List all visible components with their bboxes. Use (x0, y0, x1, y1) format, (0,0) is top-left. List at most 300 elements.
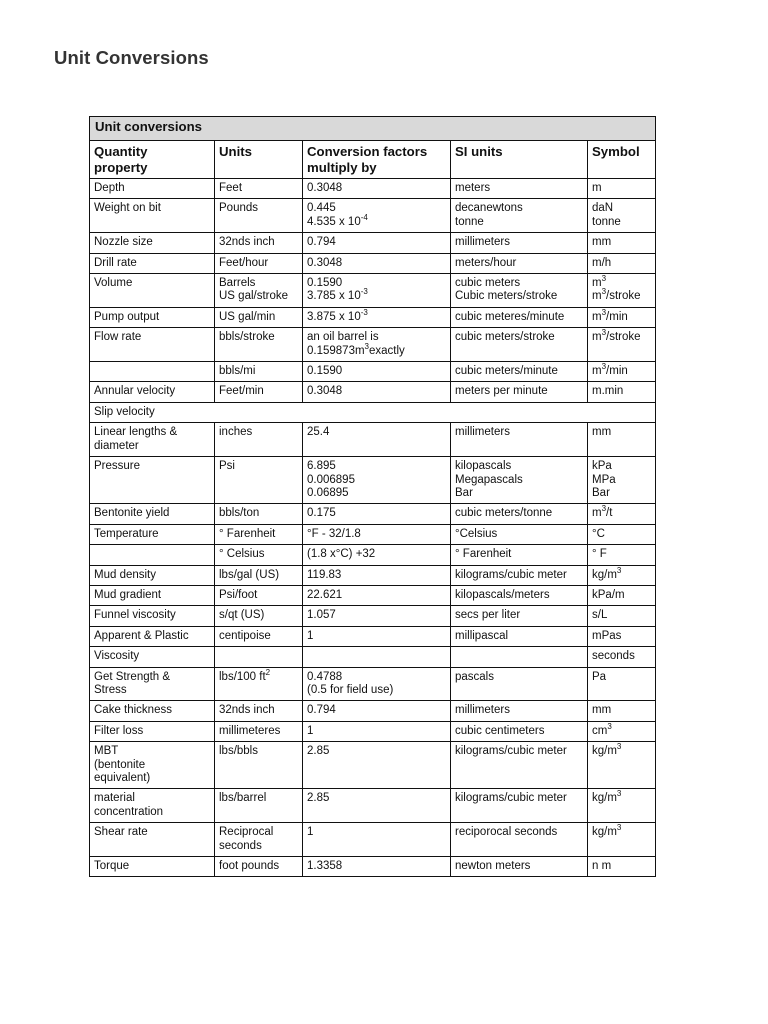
table-row (90, 328, 656, 362)
cell-text: 1 (307, 826, 314, 839)
cell-text: Flow rate (94, 331, 142, 344)
table-body (90, 117, 656, 877)
table-row (90, 823, 656, 857)
cell-text: Volume (94, 277, 133, 290)
cell-text: kilograms/cubic meter (455, 568, 567, 581)
cell-symbol (588, 626, 656, 646)
cell-si-unit (451, 253, 588, 273)
header-label: Conversion factors (307, 144, 428, 159)
cell-symbol (588, 233, 656, 253)
cell-text: meters per minute (455, 385, 548, 398)
cell-text: mm (592, 236, 612, 249)
cell-text: equivalent) (94, 772, 151, 784)
cell-si-unit (451, 233, 588, 253)
cell-conversion-factor (303, 199, 451, 233)
cell-si-unit (451, 701, 588, 721)
cell-units (215, 362, 303, 382)
table-caption-row (90, 117, 656, 141)
cell-text: °F - 32/1.8 (307, 527, 361, 540)
cell-text: Bar (592, 486, 610, 499)
cell-text: °Celsius (455, 527, 498, 540)
cell-conversion-factor (303, 233, 451, 253)
cell-text: 2.85 (307, 792, 330, 805)
cell-text: kilograms/cubic meter (455, 792, 567, 805)
cell-units (215, 606, 303, 626)
cell-text: pascals (455, 670, 494, 683)
cell-text: centipoise (219, 629, 271, 642)
cell-text: 3.785 x $10^{-3}$ (307, 287, 368, 303)
cell-si-unit (451, 362, 588, 382)
cell-conversion-factor (303, 585, 451, 605)
header-units (215, 141, 303, 179)
cell-units (215, 233, 303, 253)
cell-text: MBT (94, 745, 119, 758)
cell-conversion-factor (303, 647, 451, 667)
cell-text: 1.3358 (307, 860, 343, 873)
cell-units (215, 524, 303, 544)
cell-text: meters/hour (455, 256, 517, 269)
cell-text: Stress (94, 683, 127, 696)
cell-symbol (588, 524, 656, 544)
cell-text: mPas (592, 629, 622, 642)
cell-text: Funnel viscosity (94, 609, 176, 622)
cell-quantity (90, 721, 215, 741)
cell-text: 32nds inch (219, 704, 275, 717)
cell-text: 0.794 (307, 236, 336, 249)
cell-conversion-factor (303, 307, 451, 327)
cell-quantity (90, 701, 215, 721)
cell-text: Bentonite yield (94, 507, 170, 520)
cell-conversion-factor (303, 565, 451, 585)
cell-symbol (588, 701, 656, 721)
cell-quantity (90, 565, 215, 585)
cell-quantity (90, 382, 215, 402)
cell-si-unit (451, 742, 588, 789)
cell-text: $kg/m^3$ (592, 742, 622, 758)
cell-symbol (588, 742, 656, 789)
table-row (90, 423, 656, 457)
cell-text: secs per liter (455, 609, 521, 622)
cell-text: 0.3048 (307, 385, 343, 398)
header-label: Units (219, 144, 252, 159)
cell-text: Slip velocity (94, 405, 155, 418)
cell-si-unit (451, 565, 588, 585)
cell-text: seconds (592, 650, 635, 663)
cell-text: kilopascals (455, 460, 512, 473)
cell-text: Filter loss (94, 724, 144, 737)
cell-units (215, 721, 303, 741)
cell-units (215, 457, 303, 504)
cell-si-unit (451, 606, 588, 626)
cell-conversion-factor (303, 626, 451, 646)
cell-symbol (588, 721, 656, 741)
cell-text: Feet/hour (219, 256, 269, 269)
cell-symbol (588, 307, 656, 327)
cell-text: meters (455, 182, 491, 194)
cell-text: $m^3$/stroke (592, 287, 641, 303)
cell-quantity (90, 667, 215, 701)
cell-symbol (588, 274, 656, 308)
cell-text: 0.175 (307, 507, 336, 520)
cell-quantity (90, 585, 215, 605)
cell-conversion-factor (303, 667, 451, 701)
cell-quantity (90, 606, 215, 626)
cell-text: °C (592, 527, 605, 540)
cell-si-unit (451, 721, 588, 741)
table-row (90, 721, 656, 741)
cell-conversion-factor (303, 606, 451, 626)
cell-text: Megapascals (455, 473, 523, 486)
table-row (90, 524, 656, 544)
cell-conversion-factor (303, 382, 451, 402)
table-row (90, 606, 656, 626)
cell-text: US gal/stroke (219, 290, 289, 303)
cell-text: Pounds (219, 202, 259, 215)
cell-text: s/qt (US) (219, 609, 265, 622)
cell-units (215, 274, 303, 308)
table-row (90, 742, 656, 789)
cell-symbol (588, 565, 656, 585)
table-row (90, 857, 656, 877)
cell-units (215, 585, 303, 605)
cell-text: material (94, 792, 135, 805)
cell-si-unit (451, 647, 588, 667)
table-row (90, 457, 656, 504)
cell-text: $cm^3$ (592, 721, 612, 737)
header-si-units (451, 141, 588, 179)
cell-conversion-factor (303, 742, 451, 789)
cell-text: Cubic meters/stroke (455, 290, 558, 303)
cell-quantity (90, 423, 215, 457)
cell-quantity (90, 504, 215, 524)
header-conversion-factor (303, 141, 451, 179)
cell-text: $kg/m^3$ (592, 565, 622, 581)
table-row (90, 789, 656, 823)
cell-text: millipascal (455, 629, 509, 642)
cell-text: 3.875 x $10^{-3}$ (307, 307, 368, 323)
cell-text: kPa (592, 460, 612, 473)
cell-text: Apparent & Plastic (94, 629, 189, 642)
cell-quantity (90, 823, 215, 857)
header-label: property (94, 160, 148, 175)
cell-text: Pressure (94, 460, 141, 473)
cell-si-unit (451, 274, 588, 308)
cell-text: bbls/mi (219, 365, 256, 378)
cell-text: $kg/m^3$ (592, 789, 622, 805)
cell-text: cubic meters/tonne (455, 507, 553, 520)
cell-text: Reciprocal (219, 826, 274, 839)
cell-units (215, 742, 303, 789)
cell-quantity (90, 545, 215, 565)
cell-quantity (90, 524, 215, 544)
page-title: Unit Conversions (54, 47, 209, 68)
cell-units (215, 857, 303, 877)
cell-conversion-factor (303, 857, 451, 877)
table-row (90, 545, 656, 565)
cell-text: an oil barrel is (307, 331, 379, 344)
table-row (90, 565, 656, 585)
cell-text: kPa/m (592, 588, 625, 601)
cell-conversion-factor (303, 721, 451, 741)
cell-text: 0.3048 (307, 182, 343, 194)
cell-text: seconds (219, 839, 262, 852)
cell-quantity (90, 179, 215, 199)
cell-text: 0.3048 (307, 256, 343, 269)
cell-text: cubic meters (455, 277, 521, 290)
cell-text: Cake thickness (94, 704, 172, 717)
cell-si-unit (451, 667, 588, 701)
cell-quantity (90, 328, 215, 362)
cell-si-unit (451, 545, 588, 565)
cell-text: $0.159873m^3exactly$ (307, 341, 405, 357)
cell-text: millimeters (455, 426, 510, 439)
header-label: Symbol (592, 144, 640, 159)
cell-conversion-factor (303, 504, 451, 524)
cell-units (215, 667, 303, 701)
cell-si-unit (451, 179, 588, 199)
cell-conversion-factor (303, 274, 451, 308)
cell-text: foot pounds (219, 860, 280, 873)
cell-text: cubic meteres/minute (455, 310, 565, 323)
cell-text: 6.895 (307, 460, 336, 473)
cell-text: Weight on bit (94, 202, 161, 215)
cell-quantity (90, 362, 215, 382)
cell-text: m/h (592, 256, 612, 269)
cell-symbol (588, 179, 656, 199)
cell-text: Pa (592, 670, 607, 683)
cell-conversion-factor (303, 524, 451, 544)
cell-text: reciporocal seconds (455, 826, 558, 839)
table-row (90, 667, 656, 701)
cell-conversion-factor (303, 789, 451, 823)
cell-symbol (588, 823, 656, 857)
cell-units (215, 823, 303, 857)
cell-text: 0.006895 (307, 473, 355, 486)
cell-si-unit (451, 457, 588, 504)
cell-text: 1 (307, 724, 314, 737)
cell-text: m (592, 182, 602, 194)
cell-text: tonne (455, 215, 484, 228)
cell-text: 0.4788 (307, 670, 343, 683)
cell-symbol (588, 504, 656, 524)
cell-units (215, 328, 303, 362)
cell-conversion-factor (303, 545, 451, 565)
cell-units (215, 647, 303, 667)
cell-quantity (90, 233, 215, 253)
cell-conversion-factor (303, 701, 451, 721)
cell-symbol (588, 423, 656, 457)
cell-text: 25.4 (307, 426, 330, 439)
cell-text: Psi/foot (219, 588, 258, 601)
cell-units (215, 701, 303, 721)
cell-symbol (588, 328, 656, 362)
cell-si-unit (451, 823, 588, 857)
table-row (90, 647, 656, 667)
cell-quantity (90, 307, 215, 327)
cell-text: 32nds inch (219, 236, 275, 249)
table-row (90, 701, 656, 721)
cell-text: millimeters (455, 236, 510, 249)
cell-si-unit (451, 423, 588, 457)
cell-text: bbls/stroke (219, 331, 275, 344)
cell-si-unit (451, 307, 588, 327)
cell-quantity (90, 647, 215, 667)
cell-conversion-factor (303, 457, 451, 504)
cell-units (215, 626, 303, 646)
cell-units (215, 307, 303, 327)
table-row (90, 179, 656, 199)
cell-text: $m^3/t$ (592, 504, 613, 520)
cell-si-unit (451, 199, 588, 233)
cell-quantity (90, 199, 215, 233)
cell-text: Annular velocity (94, 385, 176, 398)
cell-text: 2.85 (307, 745, 330, 758)
cell-si-unit (451, 504, 588, 524)
cell-units (215, 545, 303, 565)
cell-text: cubic meters/minute (455, 365, 558, 378)
cell-text: 0.06895 (307, 486, 349, 499)
cell-text: cubic centimeters (455, 724, 545, 737)
cell-si-unit (451, 857, 588, 877)
table-row (90, 402, 656, 422)
table-row (90, 199, 656, 233)
cell-text: Drill rate (94, 256, 137, 269)
header-label: SI units (455, 144, 503, 159)
cell-symbol (588, 545, 656, 565)
cell-units (215, 504, 303, 524)
cell-text: kilopascals/meters (455, 588, 550, 601)
cell-text: 1 (307, 629, 314, 642)
cell-text: concentration (94, 805, 164, 818)
cell-text: lbs/bbls (219, 745, 258, 758)
cell-units (215, 789, 303, 823)
header-label: Quantity (94, 144, 148, 159)
cell-text: US gal/min (219, 310, 276, 323)
cell-text: Depth (94, 182, 125, 194)
cell-text: Feet/min (219, 385, 264, 398)
cell-text: lbs/100 $ft^2$ (219, 667, 271, 683)
cell-text: ° F (592, 548, 607, 561)
cell-text: decanewtons (455, 202, 523, 215)
cell-text: Mud density (94, 568, 157, 581)
cell-text: 0.794 (307, 704, 336, 717)
cell-text: 119.83 (307, 568, 342, 581)
cell-text: Psi (219, 460, 235, 473)
cell-text: Nozzle size (94, 236, 153, 249)
cell-symbol (588, 382, 656, 402)
cell-text: daN (592, 202, 614, 215)
table-row (90, 233, 656, 253)
cell-section-label (90, 402, 656, 422)
cell-conversion-factor (303, 823, 451, 857)
cell-symbol (588, 667, 656, 701)
cell-text: $kg/m^3$ (592, 823, 622, 839)
cell-text: MPa (592, 473, 616, 486)
cell-text: Temperature (94, 527, 159, 540)
cell-text: 22.621 (307, 588, 343, 601)
table-row (90, 626, 656, 646)
cell-text: $m^3$/stroke (592, 328, 641, 344)
cell-text: Get Strength & (94, 670, 171, 683)
cell-si-unit (451, 626, 588, 646)
cell-text: n m (592, 860, 612, 873)
cell-si-unit (451, 524, 588, 544)
table-row (90, 382, 656, 402)
cell-units (215, 199, 303, 233)
cell-symbol (588, 647, 656, 667)
cell-text: Feet (219, 182, 243, 194)
table-row (90, 307, 656, 327)
cell-text: 0.1590 (307, 277, 343, 290)
cell-text: Pump output (94, 310, 160, 323)
cell-quantity (90, 857, 215, 877)
cell-units (215, 423, 303, 457)
cell-text: inches (219, 426, 253, 439)
cell-conversion-factor (303, 328, 451, 362)
cell-text: 4.535 x $10^{-4}$ (307, 212, 368, 228)
cell-text: diameter (94, 439, 139, 452)
cell-quantity (90, 274, 215, 308)
cell-si-unit (451, 789, 588, 823)
cell-text: cubic meters/stroke (455, 331, 555, 344)
cell-conversion-factor (303, 253, 451, 273)
cell-conversion-factor (303, 362, 451, 382)
cell-text: lbs/barrel (219, 792, 267, 805)
cell-text: millimeteres (219, 724, 281, 737)
table-header-row (90, 141, 656, 179)
cell-symbol (588, 457, 656, 504)
table-row (90, 504, 656, 524)
table-row (90, 274, 656, 308)
cell-text: tonne (592, 215, 621, 228)
table-row (90, 362, 656, 382)
cell-text: s/L (592, 609, 608, 622)
cell-text: 0.1590 (307, 365, 343, 378)
cell-text: $m^3$ (592, 274, 607, 290)
cell-text: ° Celsius (219, 548, 265, 561)
cell-si-unit (451, 328, 588, 362)
cell-text: Torque (94, 860, 130, 873)
cell-quantity (90, 626, 215, 646)
cell-text: Mud gradient (94, 588, 162, 601)
cell-quantity (90, 742, 215, 789)
cell-conversion-factor (303, 179, 451, 199)
table-row (90, 585, 656, 605)
cell-text: 1.057 (307, 609, 336, 622)
cell-quantity (90, 789, 215, 823)
cell-si-unit (451, 585, 588, 605)
cell-si-unit (451, 382, 588, 402)
cell-text: 0.445 (307, 202, 336, 215)
cell-text: ° Farenheit (219, 527, 276, 540)
cell-quantity (90, 457, 215, 504)
cell-symbol (588, 253, 656, 273)
cell-conversion-factor (303, 423, 451, 457)
cell-text: Viscosity (94, 650, 140, 663)
cell-text: kilograms/cubic meter (455, 745, 567, 758)
cell-text: $m^3/\min$ (592, 307, 628, 323)
cell-quantity (90, 253, 215, 273)
cell-text: (bentonite (94, 758, 146, 771)
table-row (90, 253, 656, 273)
cell-text: newton meters (455, 860, 531, 873)
header-symbol (588, 141, 656, 179)
unit-conversion-table (89, 116, 656, 877)
cell-units (215, 565, 303, 585)
cell-text: ° Farenheit (455, 548, 512, 561)
cell-units (215, 253, 303, 273)
cell-text: $m^3/\min$ (592, 362, 628, 378)
